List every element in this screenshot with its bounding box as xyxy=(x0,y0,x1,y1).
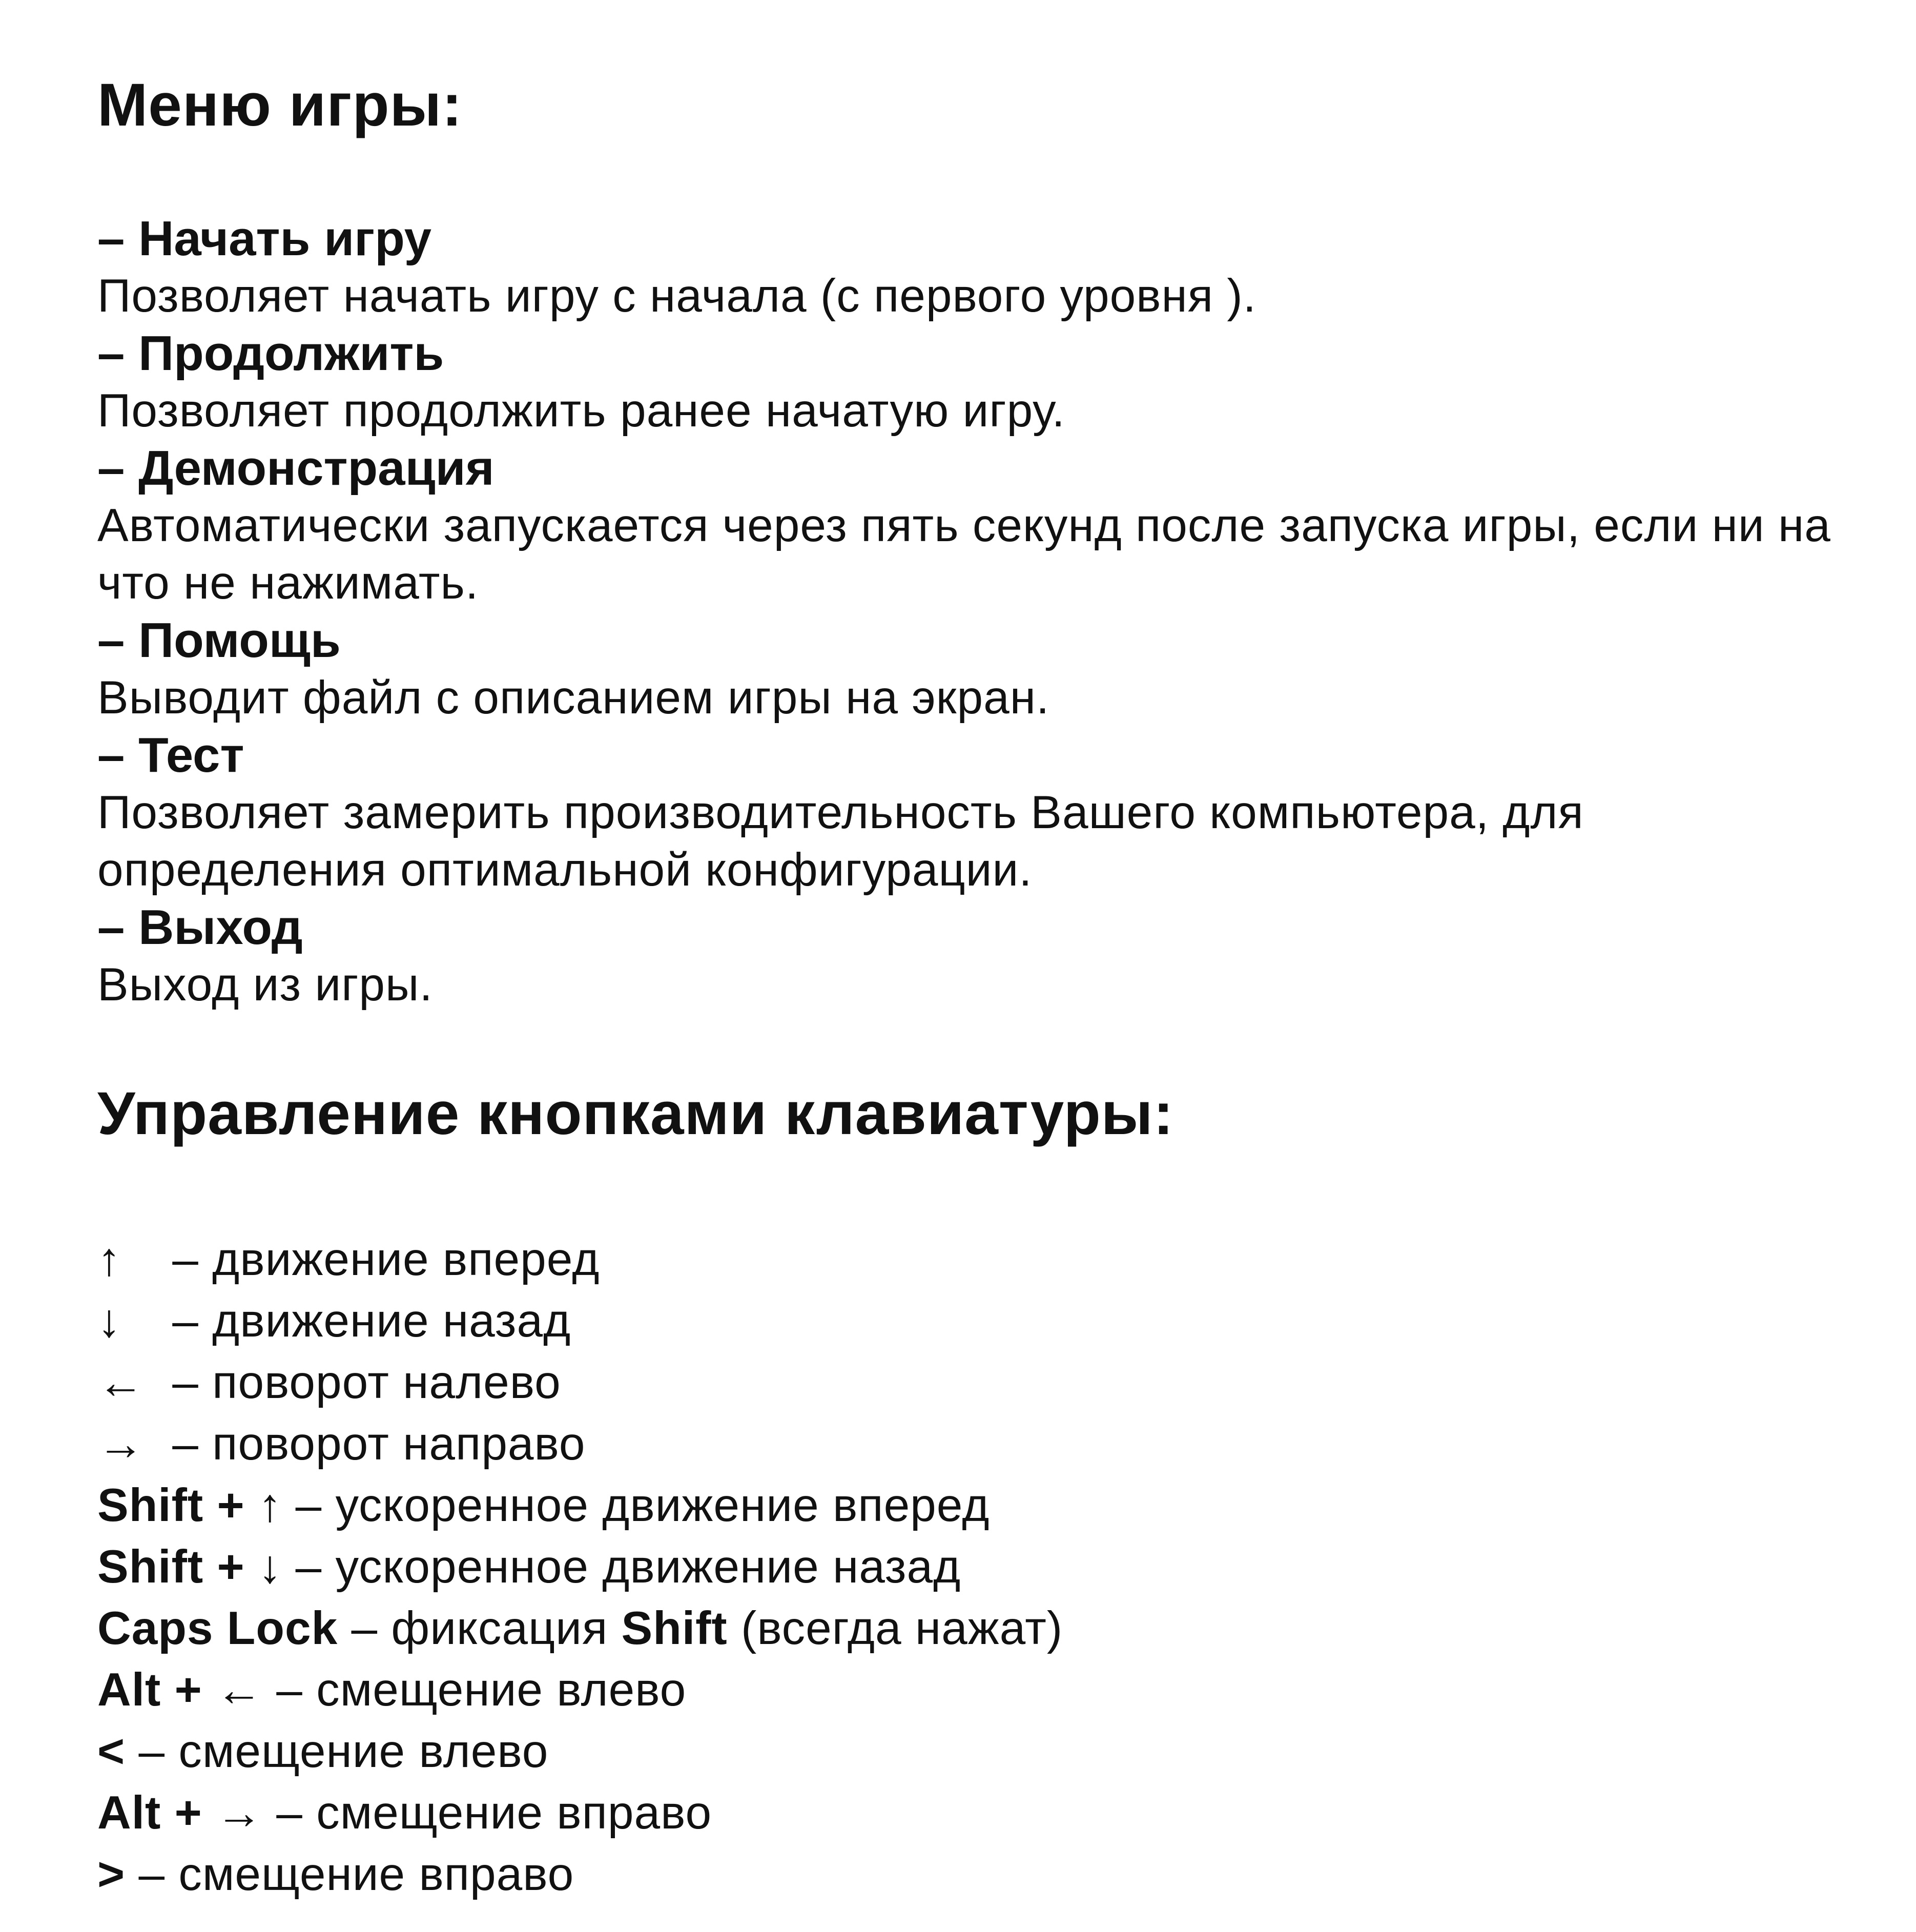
arrow-right-icon: → xyxy=(216,1787,263,1839)
key-row-strafe-left-alt xyxy=(97,1659,1860,1721)
key-desc: – поворот направо xyxy=(159,1418,586,1470)
key-desc: – движение вперед xyxy=(159,1234,600,1285)
menu-item-desc: Позволяет начать игру с начала (с первого уровня ). xyxy=(97,270,1256,322)
menu-item-desc: Выход из игры. xyxy=(97,959,433,1011)
key-label: Shift + xyxy=(97,1541,258,1593)
key-desc: – фиксация xyxy=(338,1602,622,1654)
menu-item-title: – Помощь xyxy=(97,613,341,668)
keys-heading: Управление кнопками клавиатуры: xyxy=(97,1080,1174,1147)
menu-item-title: – Выход xyxy=(97,900,303,955)
key-desc: – смещение влево xyxy=(125,1725,549,1777)
key-desc: – ускоренное движение вперед xyxy=(282,1479,990,1531)
key-label: > xyxy=(97,1848,126,1900)
key-label-shift: Shift xyxy=(621,1602,728,1654)
menu-item-desc: Позволяет продолжить ранее начатую игру. xyxy=(97,385,1065,437)
arrow-right-icon: → xyxy=(97,1418,145,1470)
key-row-fast-forward xyxy=(97,1475,1860,1536)
key-desc: – смещение вправо xyxy=(263,1787,712,1839)
key-row-turn-right xyxy=(97,1413,1860,1475)
key-desc: – смещение вправо xyxy=(125,1848,574,1900)
arrow-left-icon: ← xyxy=(97,1356,145,1408)
key-label: Alt + xyxy=(97,1787,216,1839)
key-row-fast-back xyxy=(97,1536,1860,1598)
arrow-down-icon: ↓ xyxy=(258,1541,282,1593)
menu-heading: Меню игры: xyxy=(97,71,463,139)
key-label: < xyxy=(97,1725,126,1777)
key-desc-note: (всегда нажат) xyxy=(727,1602,1063,1654)
key-desc: – смещение влево xyxy=(263,1664,687,1716)
menu-item-title: – Демонстрация xyxy=(97,441,495,496)
menu-list xyxy=(97,210,1860,1014)
arrow-up-icon: ↑ xyxy=(258,1479,282,1531)
menu-item-start xyxy=(97,210,1860,325)
menu-item-title: – Начать игру xyxy=(97,211,431,266)
manual-page xyxy=(97,67,1860,1905)
menu-item-exit xyxy=(97,899,1860,1014)
menu-item-test xyxy=(97,727,1860,899)
menu-item-help xyxy=(97,612,1860,727)
key-row-strafe-right-alt xyxy=(97,1782,1860,1844)
key-row-back xyxy=(97,1290,1860,1352)
menu-item-demo xyxy=(97,440,1860,612)
key-row-strafe-left xyxy=(97,1721,1860,1782)
key-row-caps-lock xyxy=(97,1598,1860,1659)
key-row-strafe-right xyxy=(97,1844,1860,1905)
key-label: Caps Lock xyxy=(97,1602,338,1654)
menu-item-desc: Позволяет замерить производительность Вашего компьютера, для определения оптимальной конфигурации. xyxy=(97,787,1584,896)
keys-list xyxy=(97,1229,1860,1905)
menu-item-title: – Тест xyxy=(97,728,244,783)
arrow-down-icon: ↓ xyxy=(97,1295,121,1347)
menu-item-continue xyxy=(97,325,1860,440)
menu-item-desc: Выводит файл с описанием игры на экран. xyxy=(97,672,1050,724)
arrow-up-icon: ↑ xyxy=(97,1234,121,1285)
menu-item-desc: Автоматически запускается через пять секунд после запуска игры, если ни на что не нажимать. xyxy=(97,500,1831,609)
key-row-forward xyxy=(97,1229,1860,1290)
key-desc: – движение назад xyxy=(159,1295,571,1347)
arrow-left-icon: ← xyxy=(216,1664,263,1716)
menu-item-title: – Продолжить xyxy=(97,326,444,381)
key-desc: – поворот налево xyxy=(159,1356,561,1408)
key-desc: – ускоренное движение назад xyxy=(282,1541,961,1593)
key-row-turn-left xyxy=(97,1352,1860,1413)
key-label: Alt + xyxy=(97,1664,216,1716)
key-label: Shift + xyxy=(97,1479,258,1531)
